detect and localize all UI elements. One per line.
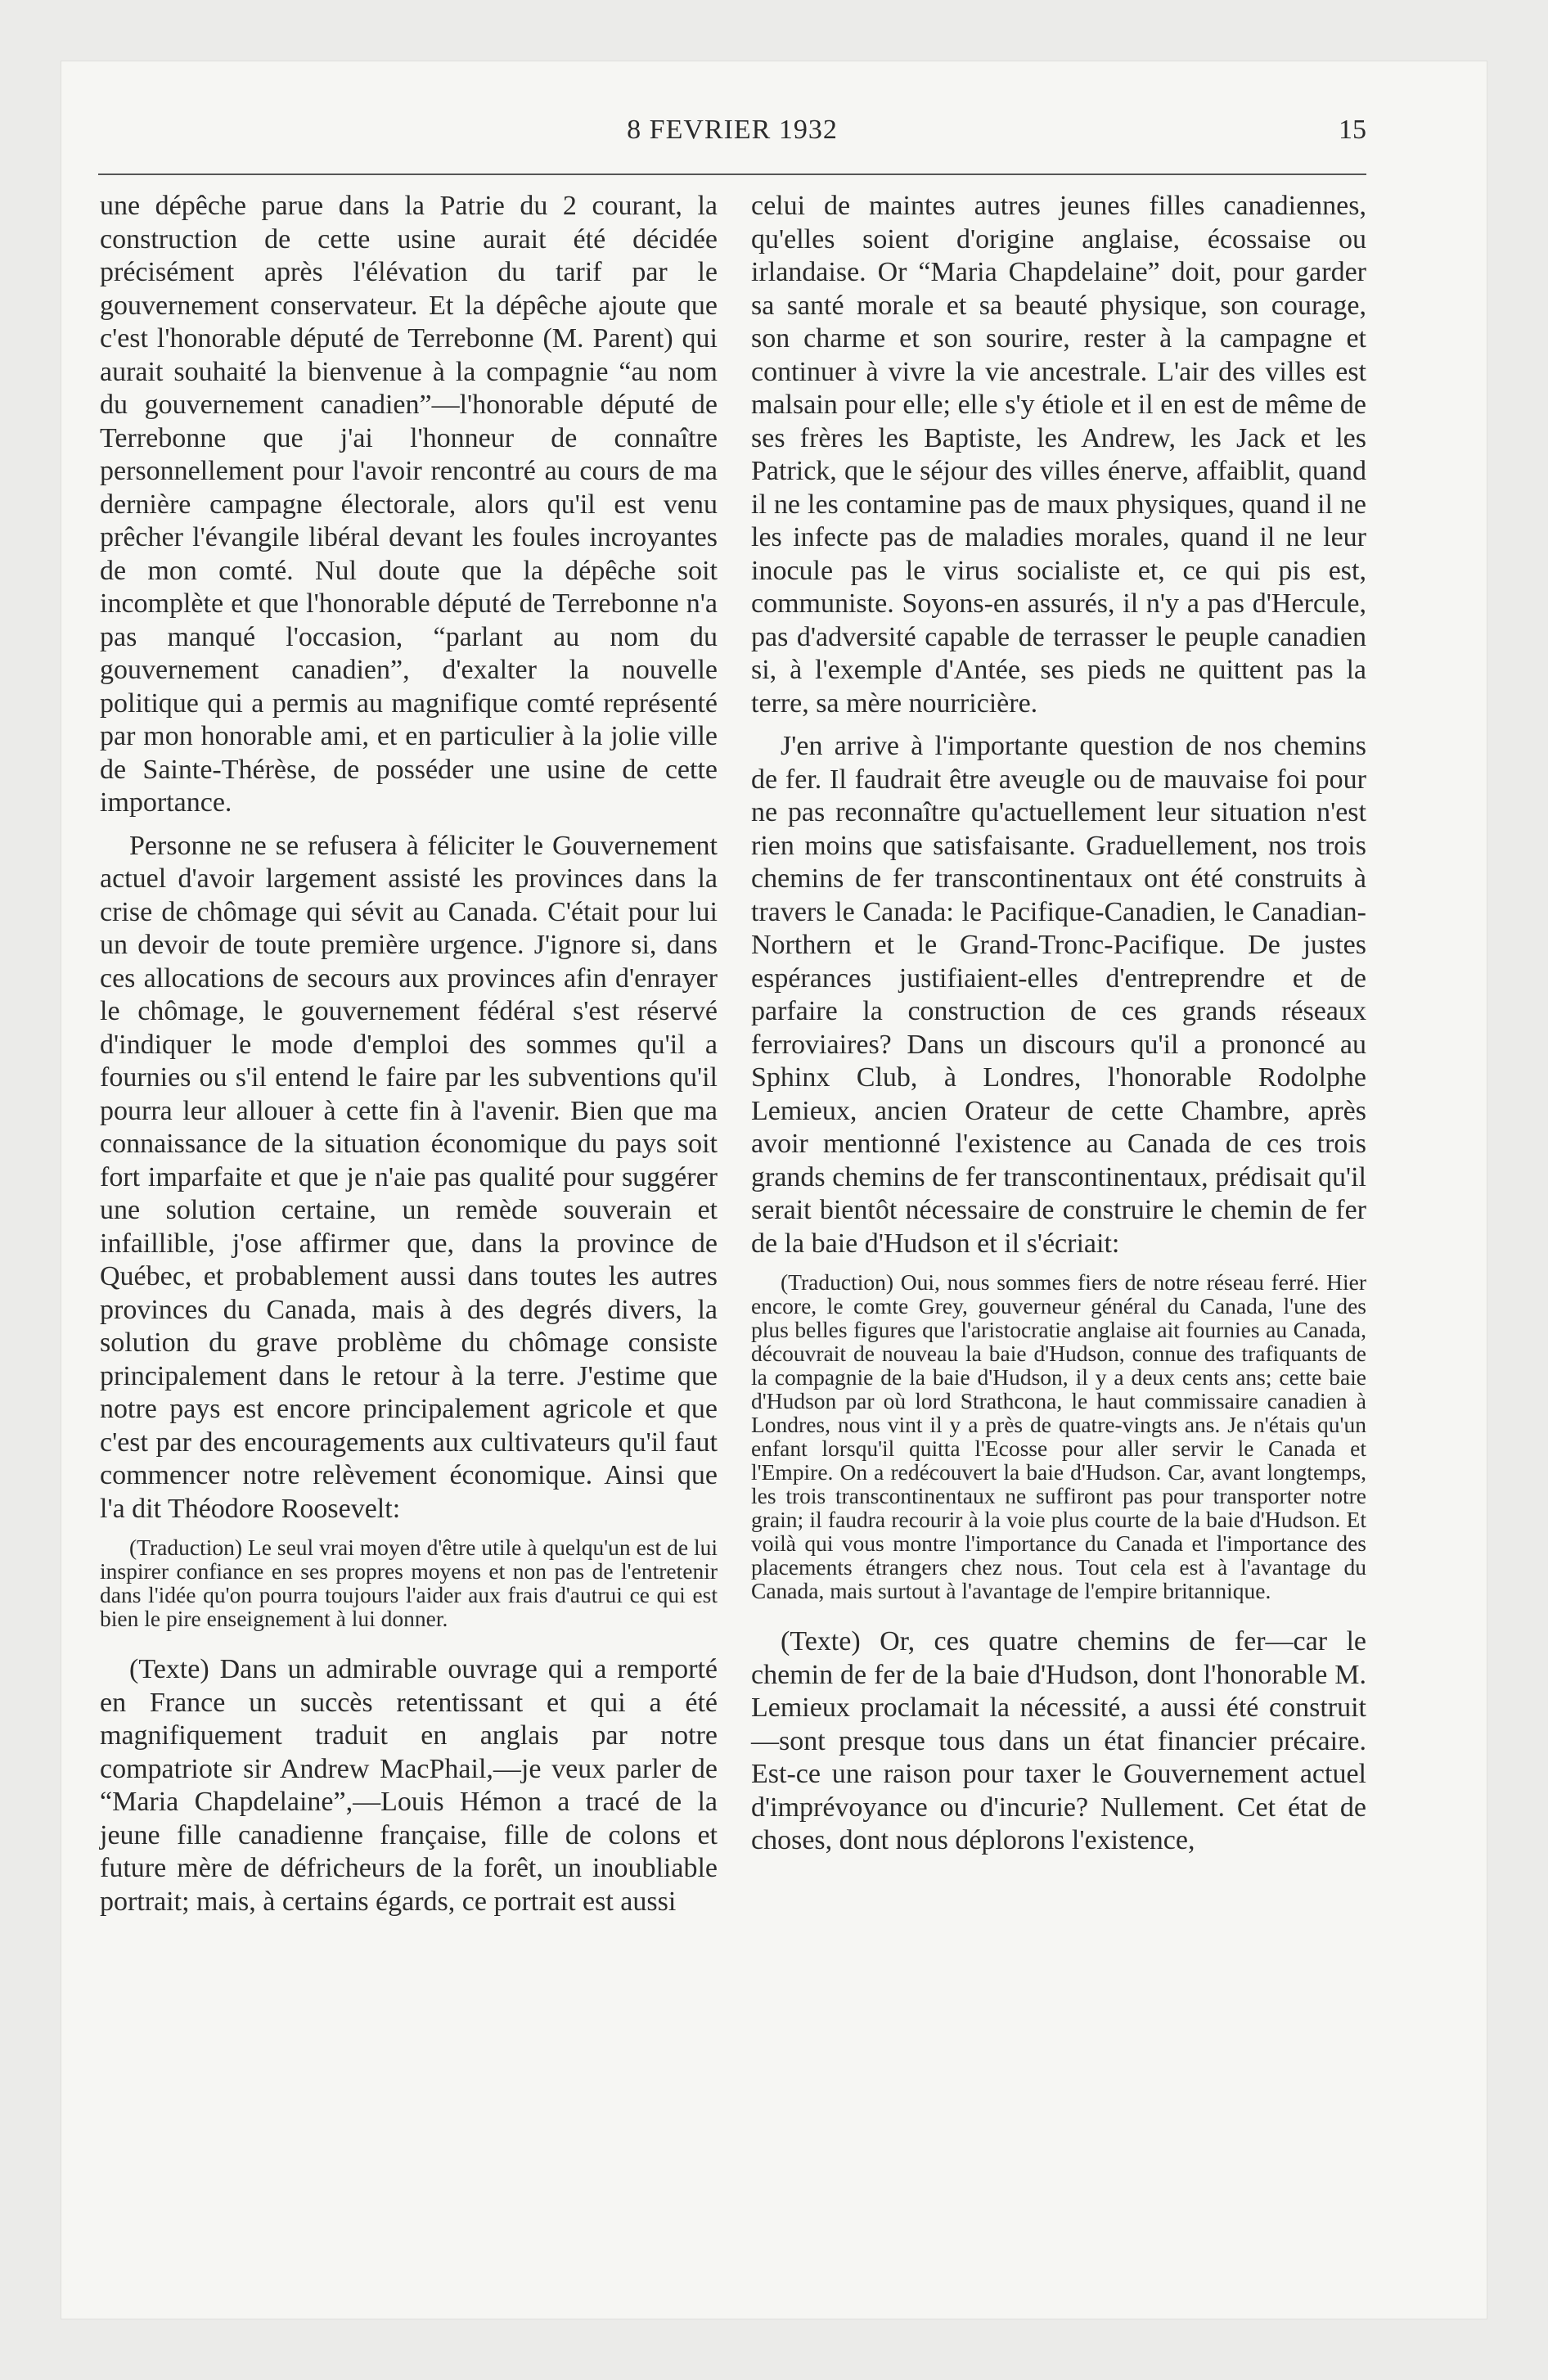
right-quotation: (Traduction) Oui, nous sommes fiers de notre réseau ferré. Hier encore, le comte Grey, gouverneur général du Canada, l'une des plus belles figures que l'aristocratie anglaise ait fournies au Canada, découvrait de nouveau la baie d'Hudson, connue des trafiquants de la compagnie de la baie d'Hudson, il y a deux cents ans; cette baie d'Hudson par où lord Strathcona, le haut commissaire canadien à Londres, nous vint il y a près de quatre-vingts ans. Je n'étais qu'un enfant lorsqu'il quitta l'Ecosse pour aller servir le Canada et l'Empire. On a redécouvert la baie d'Hudson. Car, avant longtemps, les trois transcontinentaux ne suffiront pas pour transporter notre grain; il faudra recourir à la voie plus courte de la baie d'Hudson. Et voilà qui vous montre l'importance du Canada et l'importance des placements étrangers chez nous. Tout cela est à l'avantage du Canada, mais surtout à l'avantage de l'empire britannique. bbox=[751, 1269, 1366, 1603]
right-paragraph-2: J'en arrive à l'importante question de nos chemins de fer. Il faudrait être aveugle ou de mauvaise foi pour ne pas reconnaître qu'actuellement leur situation n'est rien moins que satisfaisante. Graduellement, nos trois chemins de fer transcontinentaux ont été construits à travers le Canada: le Pacifique-Canadien, le Canadian-Northern et le Grand-Tronc-Pacifique. De justes espérances justifiaient-elles d'entreprendre et de parfaire la construction de ces grands réseaux ferroviaires? Dans un discours qu'il a prononcé au Sphinx Club, à Londres, l'honorable Rodolphe Lemieux, ancien Orateur de cette Chambre, après avoir mentionné l'existence au Canada de ces trois grands chemins de fer transcontinentaux, prédisait qu'il serait bientôt nécessaire de construire le chemin de fer de la baie d'Hudson et il s'écriait: bbox=[751, 731, 1366, 1259]
header-date: 8 FEVRIER 1932 bbox=[627, 115, 838, 145]
left-paragraph-3: (Texte) Dans un admirable ouvrage qui a remporté en France un succès retentissant et qui a été magnifiquement traduit en anglais par notre compatriote sir Andrew MacPhail,—je veux parler de “Maria Chapdelaine”,—Louis Hémon a tracé de la jeune fille canadienne française, fille de colons et future mère de défricheurs de la forêt, un inoubliable portrait; mais, à certains égards, ce portrait est aussi bbox=[100, 1654, 718, 1917]
header-rule bbox=[98, 174, 1366, 175]
page-number: 15 bbox=[1339, 115, 1366, 145]
running-header bbox=[98, 115, 1366, 156]
left-quotation: (Traduction) Le seul vrai moyen d'être utile à quelqu'un est de lui inspirer confiance en ses propres moyens et non pas de l'entretenir dans l'idée qu'on pourra toujours l'aider aux frais d'autrui ce qui est bien le pire enseignement à lui donner. bbox=[100, 1535, 718, 1631]
left-paragraph-1: une dépêche parue dans la Patrie du 2 courant, la construction de cette usine aurait été décidée précisément après l'élévation du tarif par le gouvernement conservateur. Et la dépêche ajoute que c'est l'honorable député de Terrebonne (M. Parent) qui aurait souhaité la bienvenue à la compagnie “au nom du gouvernement canadien”—l'honorable député de Terrebonne que j'ai l'honneur de connaître personnellement pour l'avoir rencontré au cours de ma dernière campagne électorale, alors qu'il est venu prêcher l'évangile libéral devant les foules incroyantes de mon comté. Nul doute que la dépêche soit incomplète et que l'honorable député de Terrebonne n'a pas manqué l'occasion, “parlant au nom du gouvernement canadien”, d'exalter la nouvelle politique qui a permis au magnifique comté représenté par mon honorable ami, et en particulier à la jolie ville de Sainte-Thérèse, de posséder une usine de cette importance. bbox=[100, 191, 718, 818]
left-paragraph-2: Personne ne se refusera à féliciter le Gouvernement actuel d'avoir largement assisté les provinces dans la crise de chômage qui sévit au Canada. C'était pour lui un devoir de toute première urgence. J'ignore si, dans ces allocations de secours aux provinces afin d'enrayer le chômage, le gouvernement fédéral s'est réservé d'indiquer le mode d'emploi des sommes qu'il a fournies ou s'il entend le faire par les subventions qu'il pourra leur allouer à cette fin à l'avenir. Bien que ma connaissance de la situation économique du pays soit fort imparfaite et que je n'aie pas qualité pour suggérer une solution certaine, un remède souverain et infaillible, j'ose affirmer que, dans la province de Québec, et probablement aussi dans toutes les autres provinces du Canada, mais à des degrés divers, la solution du grave problème du chômage consiste principalement dans le retour à la terre. J'estime que notre pays est encore principalement agricole et que c'est par des encouragements aux cultivateurs qu'il faut commencer notre relèvement économique. Ainsi que l'a dit Théodore Roosevelt: bbox=[100, 830, 718, 1524]
right-column bbox=[751, 190, 1366, 1868]
right-paragraph-3: (Texte) Or, ces quatre chemins de fer—car le chemin de fer de la baie d'Hudson, dont l'honorable M. Lemieux proclamait la nécessité, a aussi été construit—sont presque tous dans un état financier précaire. Est-ce une raison pour taxer le Gouvernement actuel d'imprévoyance ou d'incurie? Nullement. Cet état de choses, dont nous déplorons l'existence, bbox=[751, 1626, 1366, 1855]
left-column bbox=[100, 190, 718, 1928]
right-paragraph-1: celui de maintes autres jeunes filles canadiennes, qu'elles soient d'origine anglaise, écossaise ou irlandaise. Or “Maria Chapdelaine” doit, pour garder sa santé morale et sa beauté physique, son courage, son charme et son sourire, rester à la campagne et continuer à vivre la vie ancestrale. L'air des villes est malsain pour elle; elle s'y étiole et il en est de même de ses frères les Baptiste, les Andrew, les Jack et les Patrick, que le séjour des villes énerve, affaiblit, quand il ne les contamine pas de maux physiques, quand il ne les infecte pas de maladies morales, quand il ne leur inocule pas le virus socialiste et, ce qui pis est, communiste. Soyons-en assurés, il n'y a pas d'Hercule, pas d'adversité capable de terrasser le peuple canadien si, à l'exemple d'Antée, ses pieds ne quittent pas la terre, sa mère nourricière. bbox=[751, 191, 1366, 719]
